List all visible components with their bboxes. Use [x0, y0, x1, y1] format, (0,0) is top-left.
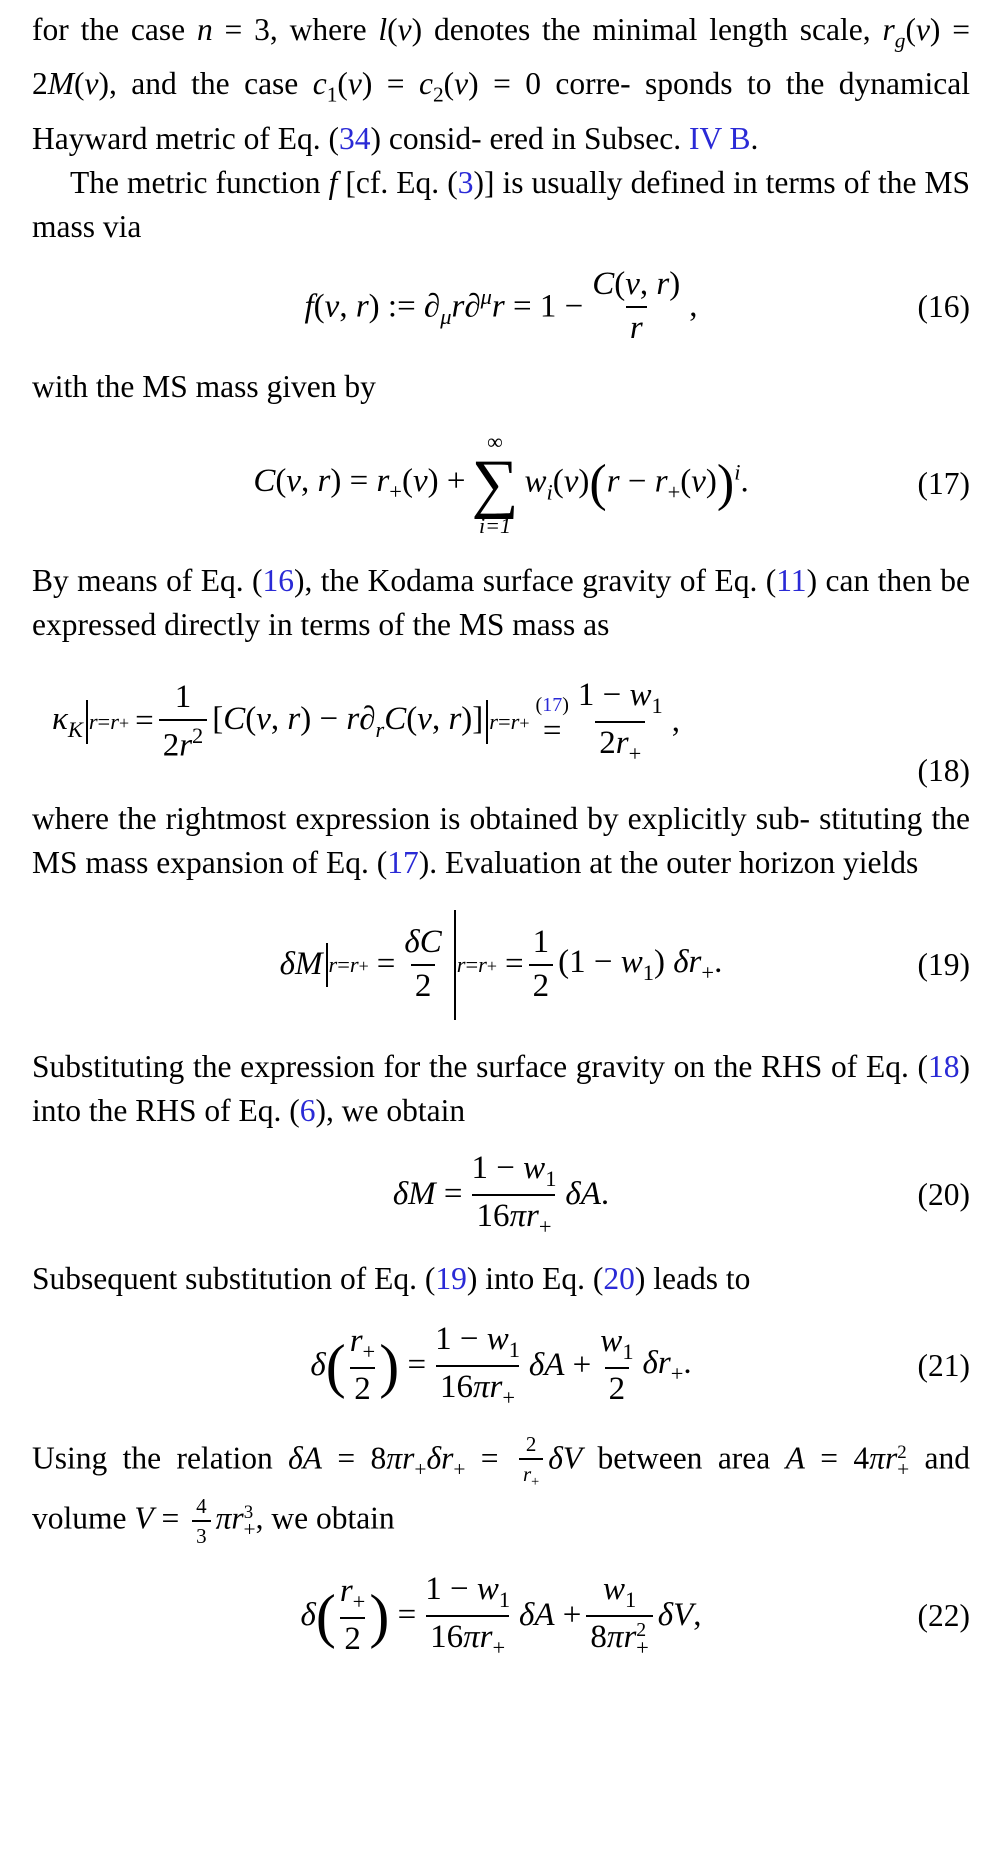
ref-subsec-ivb[interactable]: IV B [688, 120, 751, 156]
equation-17: C(v, $r) = r_+(v)$ + ∞ ∑ i=1 $w_i(v)(r - r_+(v))^i$. (17) [253, 428, 970, 538]
equation-21: δ ( $\frac{r_+}{2}$ ) = $\frac{1 - w_1}{16\pi r_+}$ δA + $\frac{w_1}{2}$ $\delta r_+$. (21) [310, 1321, 970, 1410]
equation-number-20: (20) [917, 1176, 970, 1212]
equation-18: $\kappa_K$ r=r+ = $\frac{1}{2r^2}$ [C(v, $r) - r\partial_rC(v$, r)] r=r+ (17) = $\frac{1 - w_1}{2r_+}$ , (18) [52, 677, 970, 788]
paragraph-4: By means of Eq. (16), the Kodama surface gravity of Eq. (11) can then be expressed directly in terms of the MS mass as [32, 562, 970, 642]
ref-eq-6[interactable]: 6 [299, 1092, 316, 1128]
paragraph-5: where the rightmost expression is obtained by explicitly sub- stituting the MS mass expansion of Eq. (17). Evaluation at the outer horizon yields [32, 800, 971, 880]
ref-eq-34[interactable]: 34 [339, 120, 371, 156]
ref-eq-17-over-equals[interactable]: 17 [542, 694, 563, 717]
paragraph-2: The metric function f [cf. Eq. (3)] is usually defined in terms of the MS mass via [32, 164, 971, 244]
equation-number-19: (19) [917, 946, 970, 982]
paragraph-8: Using the relation $\delta A = 8\pi r_+\delta r_+$ = $\frac{2}{r_+}$ δV between area $A = 4\pi r^2_+$ and volume V = $\frac{4}{3}$ $\pi r^3_+$, we obtain [32, 1431, 971, 1548]
equation-number-18: (18) [917, 752, 970, 788]
paragraph-1: for the case n = 3, where l(v) denotes the minimal length scale, $r_g(v) = 2M(v)$, and the case $c_1(v) = c_2(v) = 0$ corre- sponds to the dynamical Hayward metric of Eq. (34) consid- ered in Subsec. IV B. [32, 12, 971, 156]
equation-number-21: (21) [917, 1347, 970, 1383]
equation-19: δM r=r+ = $\frac{\delta C}{2}$ r=r+ = $\frac{1}{2}$ $(1 - w_1)$ $\delta r_+$. (19) [32, 885, 970, 1045]
paragraph-6: Substituting the expression for the surface gravity on the RHS of Eq. (18) into the RHS of Eq. (6), we obtain [32, 1048, 971, 1128]
equation-20: δM = $\frac{1 - w_1}{16\pi r_+}$ δA. (20) [392, 1150, 970, 1239]
paragraph-3: with the MS mass given by [32, 368, 376, 404]
equation-22: δ ( $\frac{r_+}{2}$ ) = $\frac{1 - w_1}{16\pi r_+}$ δA + $\frac{w_1}{8\pi r^2_+}$ δV, (22) [300, 1571, 970, 1660]
ref-eq-20[interactable]: 20 [603, 1260, 635, 1296]
equation-number-16: (16) [917, 288, 970, 324]
paragraph-7: Subsequent substitution of Eq. (19) into Eq. (20) leads to [32, 1260, 751, 1296]
equation-16: f(v, r) := $\partial_\mu r\partial^\mu r = 1$ − $\frac{C(v, r)}{r}$ , (16) [304, 266, 970, 346]
ref-eq-16[interactable]: 16 [262, 562, 294, 598]
ref-eq-17[interactable]: 17 [387, 844, 419, 880]
ref-eq-18[interactable]: 18 [928, 1048, 960, 1084]
equation-number-22: (22) [917, 1597, 970, 1633]
equation-number-17: (17) [917, 465, 970, 501]
ref-eq-3[interactable]: 3 [457, 164, 474, 200]
ref-eq-19[interactable]: 19 [435, 1260, 467, 1296]
ref-eq-11[interactable]: 11 [776, 562, 807, 598]
